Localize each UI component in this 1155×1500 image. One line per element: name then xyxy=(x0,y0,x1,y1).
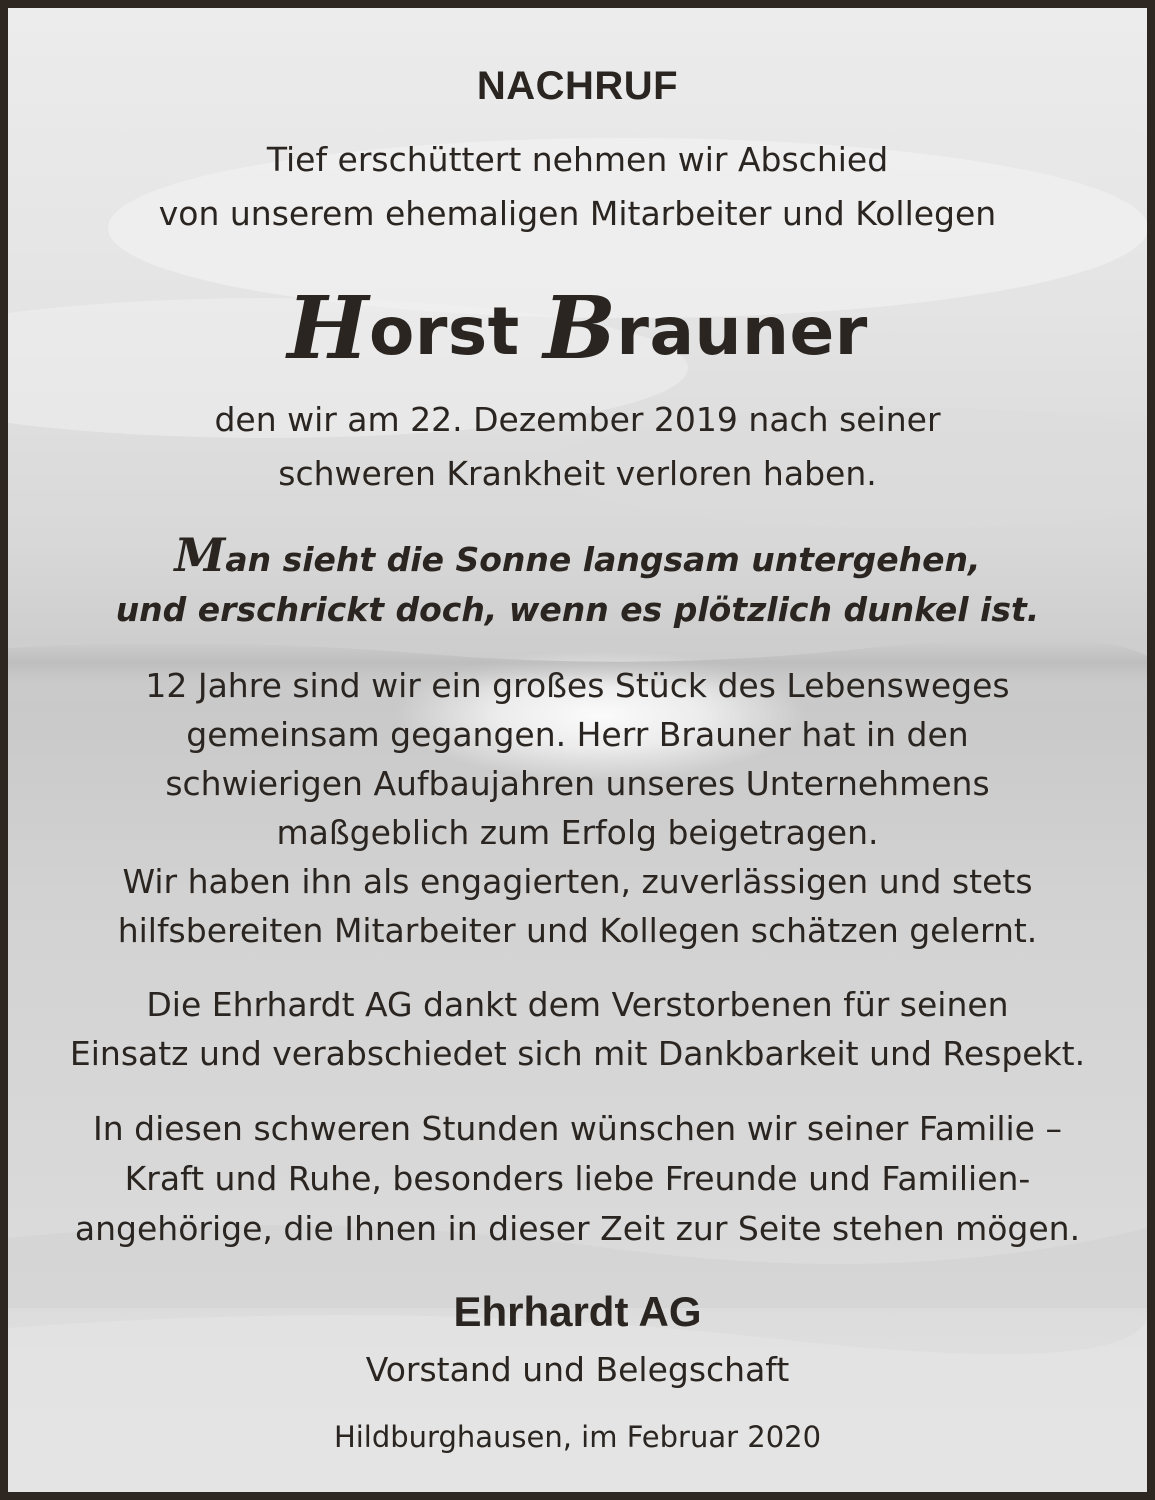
paragraph-2-line: Die Ehrhardt AG dankt dem Verstorbenen für seinen xyxy=(146,985,1009,1024)
paragraph-1-line: 12 Jahre sind wir ein großes Stück des Lebensweges xyxy=(145,666,1010,705)
paragraph-3-line: angehörige, die Ihnen in dieser Zeit zur Seite stehen mögen. xyxy=(74,1209,1081,1248)
notice-content xyxy=(8,8,1147,1492)
paragraph-1-line: gemeinsam gegangen. Herr Brauner hat in den xyxy=(186,715,969,754)
last-name-initial: B xyxy=(543,278,617,379)
notice-heading: NACHRUF xyxy=(476,64,679,108)
company-name: Ehrhardt AG xyxy=(453,1288,702,1335)
paragraph-1-line: schwierigen Aufbaujahren unseres Unternehmens xyxy=(165,764,990,803)
quote-line-1: an sieht die Sonne langsam untergehen, xyxy=(225,540,981,579)
last-name-rest: rauner xyxy=(616,293,868,370)
deceased-name xyxy=(8,274,1147,379)
quote-initial: M xyxy=(174,528,226,582)
paragraph-1-line: maßgeblich zum Erfolg beigetragen. xyxy=(276,813,879,852)
intro-line: von unserem ehemaligen Mitarbeiter und Kollegen xyxy=(158,194,997,233)
paragraph-3-line: In diesen schweren Stunden wünschen wir seiner Familie – xyxy=(93,1109,1062,1148)
paragraph-1-line: hilfsbereiten Mitarbeiter und Kollegen schätzen gelernt. xyxy=(117,911,1038,950)
paragraph-2-line: Einsatz und verabschiedet sich mit Dankbarkeit und Respekt. xyxy=(69,1034,1086,1073)
first-name-rest: orst xyxy=(368,293,520,370)
paragraph-1-line: Wir haben ihn als engagierten, zuverlässigen und stets xyxy=(122,862,1033,901)
quote-line xyxy=(8,528,1147,582)
quote-line-2: und erschrickt doch, wenn es plötzlich dunkel ist. xyxy=(115,590,1040,629)
company-department: Vorstand und Belegschaft xyxy=(365,1350,790,1389)
place-and-date: Hildburghausen, im Februar 2020 xyxy=(333,1420,822,1454)
paragraph-3-line: Kraft und Ruhe, besonders liebe Freunde und Familien- xyxy=(124,1159,1031,1198)
first-name-initial: H xyxy=(287,278,369,379)
death-line: schweren Krankheit verloren haben. xyxy=(278,454,877,493)
intro-line: Tief erschüttert nehmen wir Abschied xyxy=(266,140,889,179)
death-line: den wir am 22. Dezember 2019 nach seiner xyxy=(214,400,941,439)
